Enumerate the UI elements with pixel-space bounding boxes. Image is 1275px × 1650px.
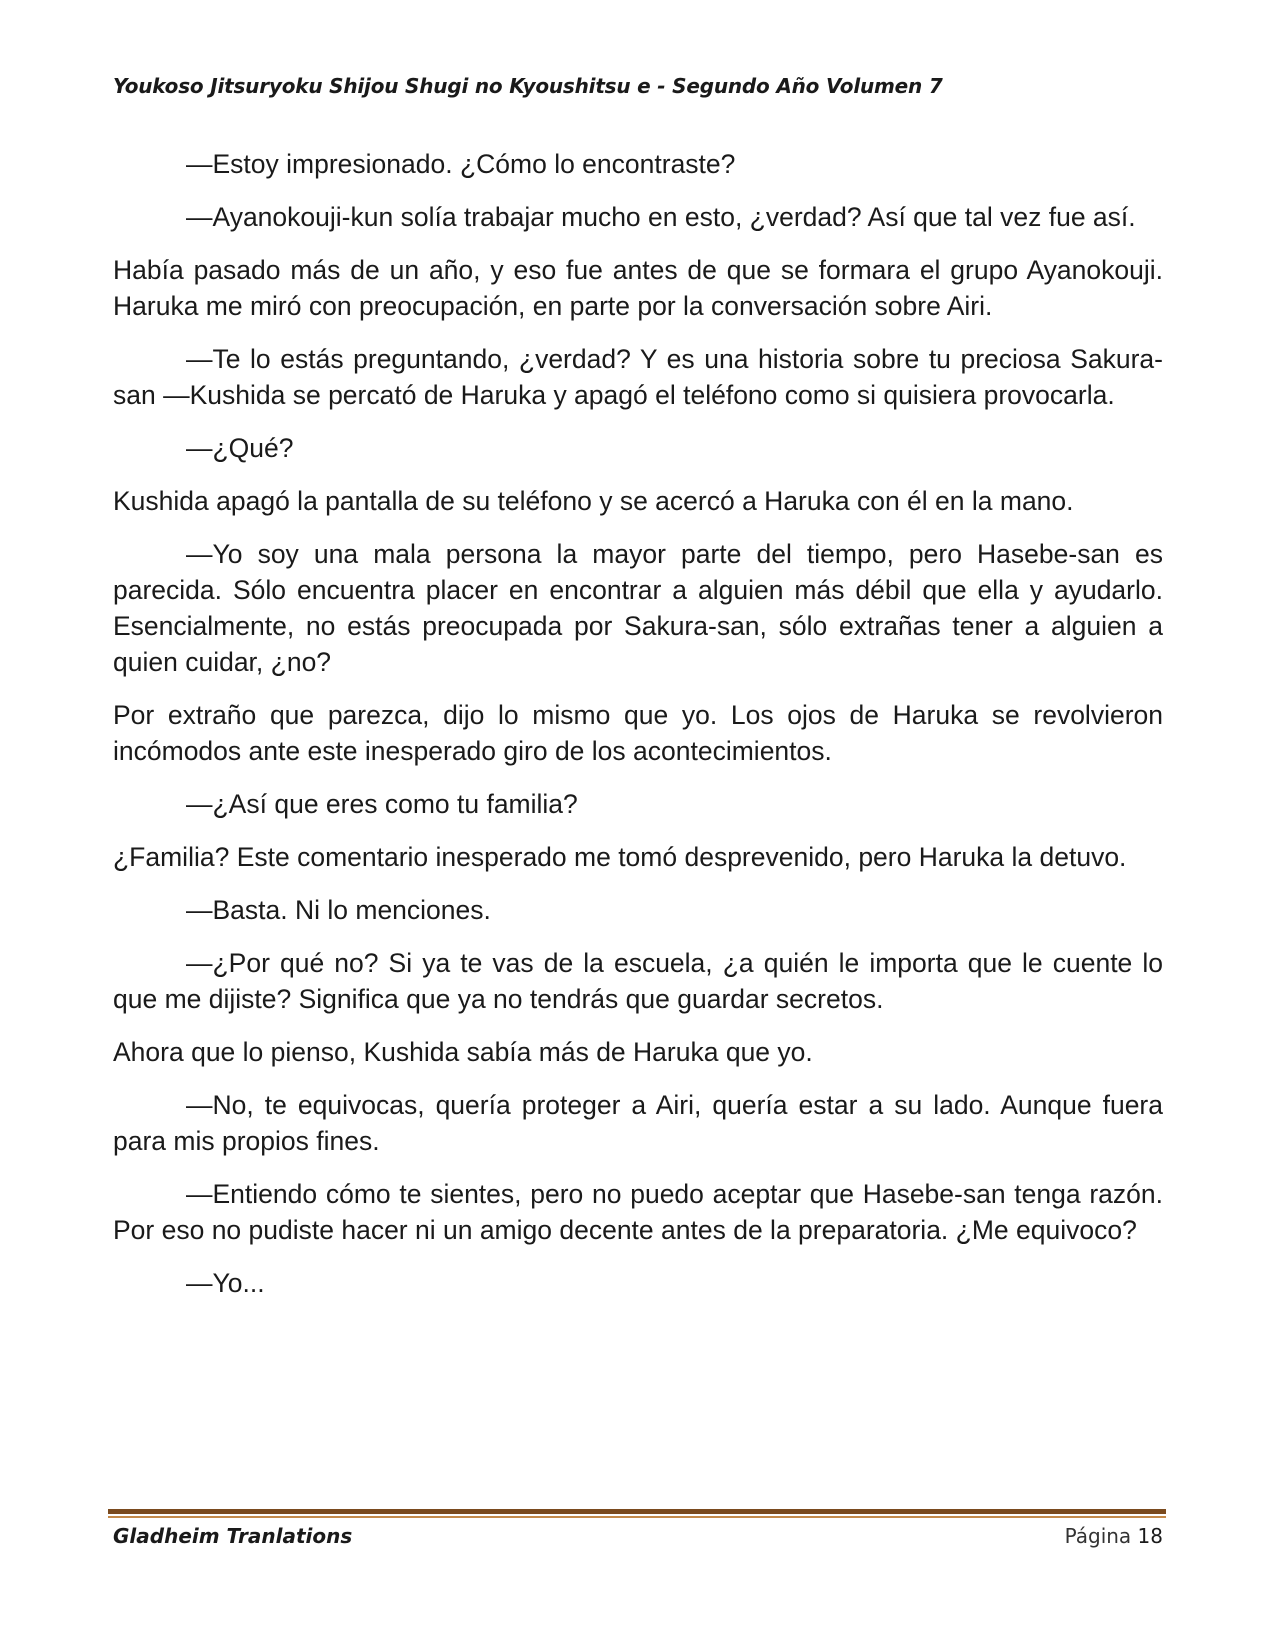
running-header-title: Youkoso Jitsuryoku Shijou Shugi no Kyoushitsu e - Segundo Año Volumen 7 [113, 74, 943, 98]
page-number-value: 18 [1137, 1524, 1163, 1548]
page-number [1065, 1524, 1163, 1548]
paragraph: —No, te equivocas, quería proteger a Airi, quería estar a su lado. Aunque fuera para mis propios fines. [113, 1090, 1163, 1156]
paragraph: Ahora que lo pienso, Kushida sabía más de Haruka que yo. [113, 1037, 813, 1067]
paragraph: Por extraño que parezca, dijo lo mismo que yo. Los ojos de Haruka se revolvieron incómodos ante este inesperado giro de los acontecimientos. [113, 700, 1163, 766]
paragraph: —¿Por qué no? Si ya te vas de la escuela, ¿a quién le importa que le cuente lo que me dijiste? Significa que ya no tendrás que guardar secretos. [113, 948, 1163, 1014]
paragraph: —¿Así que eres como tu familia? [186, 789, 578, 819]
paragraph: —Estoy impresionado. ¿Cómo lo encontraste? [186, 149, 736, 179]
footer-divider-accent [108, 1516, 1166, 1518]
paragraph: ¿Familia? Este comentario inesperado me tomó desprevenido, pero Haruka la detuvo. [113, 842, 1127, 872]
paragraph: —Ayanokouji-kun solía trabajar mucho en esto, ¿verdad? Así que tal vez fue así. [186, 202, 1136, 232]
paragraph: —Yo soy una mala persona la mayor parte del tiempo, pero Hasebe-san es parecida. Sólo encuentra placer en encontrar a alguien más débil que ella y ayudarlo. Esencialmente, no estás preocupada por Sakura-san, sólo extrañas tener a alguien a quien cuidar, ¿no? [113, 539, 1163, 677]
footer-divider [108, 1509, 1166, 1514]
paragraph: —Te lo estás preguntando, ¿verdad? Y es una historia sobre tu preciosa Sakura-san —Kushida se percató de Haruka y apagó el teléfono como si quisiera provocarla. [113, 344, 1163, 410]
paragraph: —Entiendo cómo te sientes, pero no puedo aceptar que Hasebe-san tenga razón. Por eso no pudiste hacer ni un amigo decente antes de la preparatoria. ¿Me equivoco? [113, 1179, 1163, 1245]
paragraph: Kushida apagó la pantalla de su teléfono y se acercó a Haruka con él en la mano. [113, 486, 1074, 516]
page-body [113, 146, 1163, 1318]
translator-credit: Gladheim Tranlations [113, 1524, 353, 1548]
page-label: Página [1064, 1524, 1132, 1548]
paragraph: Había pasado más de un año, y eso fue antes de que se formara el grupo Ayanokouji. Haruka me miró con preocupación, en parte por la conversación sobre Airi. [113, 255, 1163, 321]
paragraph: —Yo... [186, 1268, 265, 1298]
paragraph: —Basta. Ni lo menciones. [186, 895, 491, 925]
paragraph: —¿Qué? [186, 433, 294, 463]
